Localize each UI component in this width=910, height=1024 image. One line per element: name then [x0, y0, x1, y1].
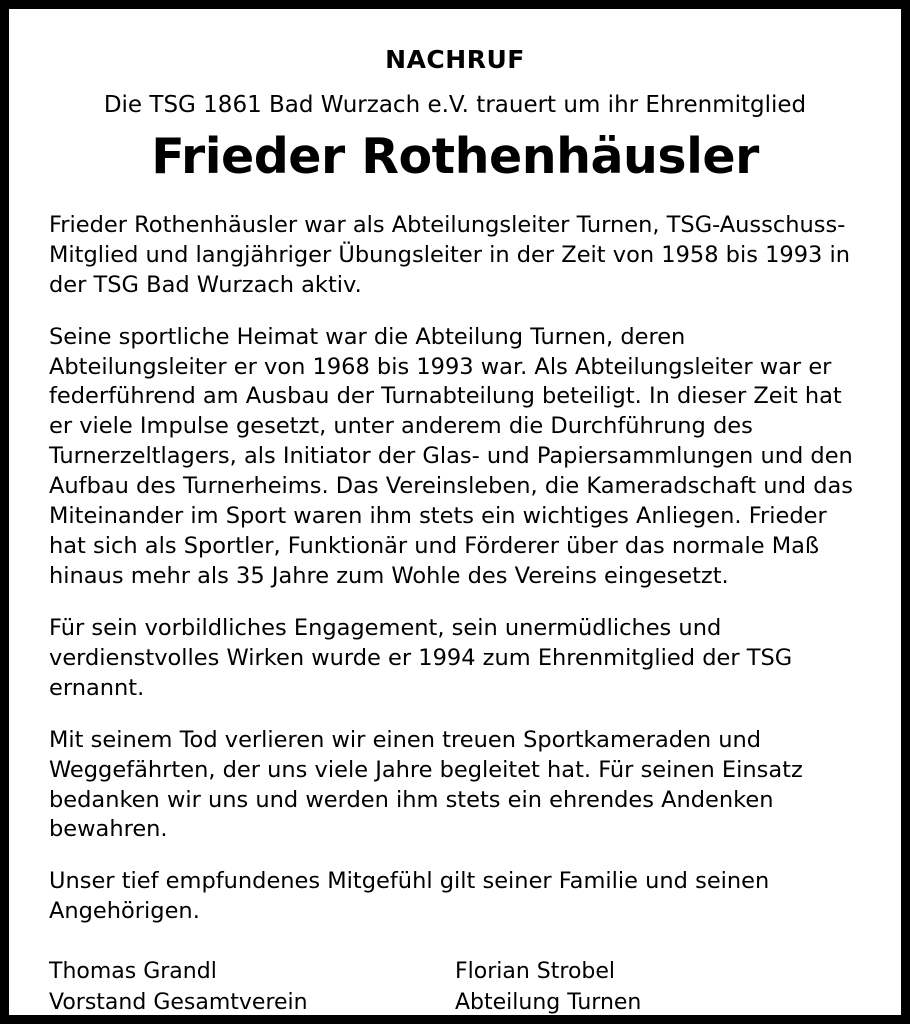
signatory-role: Vorstand Gesamtverein	[49, 990, 308, 1016]
page-title: NACHRUF	[385, 45, 525, 74]
signature-right	[455, 957, 861, 1019]
signature-left	[49, 957, 455, 1019]
signatory-name: Thomas Grandl	[49, 959, 217, 985]
signatory-role: Abteilung Turnen	[455, 990, 642, 1016]
body-paragraph-3: Für sein vorbildliches Engagement, sein unermüdliches und verdienstvolles Wirken wurde er 1994 zum Ehrenmitglied der TSG ernannt.	[49, 614, 793, 701]
body-paragraph-2: Seine sportliche Heimat war die Abteilung Turnen, deren Abteilungsleiter er von 1968 bis 1993 war. Als Abteilungsleiter war er federführend am Ausbau der Turnabteilung beteiligt. In dieser Zeit hat er viele Impulse gesetzt, unter anderem die Durchführung des Turnerzeltlagers, als Initiator der Glas- und Papiersammlungen und den Aufbau des Turnerheims. Das Vereinsleben, die Kameradschaft und das Miteinander im Sport waren ihm stets ein wichtiges Anliegen. Frieder hat sich als Sportler, Funktionär und Förderer über das normale Maß hinaus mehr als 35 Jahre zum Wohle des Vereins eingesetzt.	[49, 323, 853, 590]
body-paragraph-5: Unser tief empfundenes Mitgefühl gilt seiner Familie und seinen Angehörigen.	[49, 868, 770, 925]
body-paragraph-1: Frieder Rothenhäusler war als Abteilungsleiter Turnen, TSG-Ausschuss-Mitglied und langjähriger Übungsleiter in der Zeit von 1958 bis 1993 in der TSG Bad Wurzach aktiv.	[49, 211, 851, 298]
signature-block	[49, 957, 861, 1019]
deceased-name: Frieder Rothenhäusler	[151, 128, 759, 185]
signatory-name: Florian Strobel	[455, 959, 616, 985]
body-paragraph-4: Mit seinem Tod verlieren wir einen treuen Sportkameraden und Weggefährten, der uns viele Jahre begleitet hat. Für seinen Einsatz bedanken wir uns und werden ihm stets ein ehrendes Andenken bewahren.	[49, 726, 803, 843]
organization-statement: Die TSG 1861 Bad Wurzach e.V. trauert um ihr Ehrenmitglied	[103, 92, 807, 118]
